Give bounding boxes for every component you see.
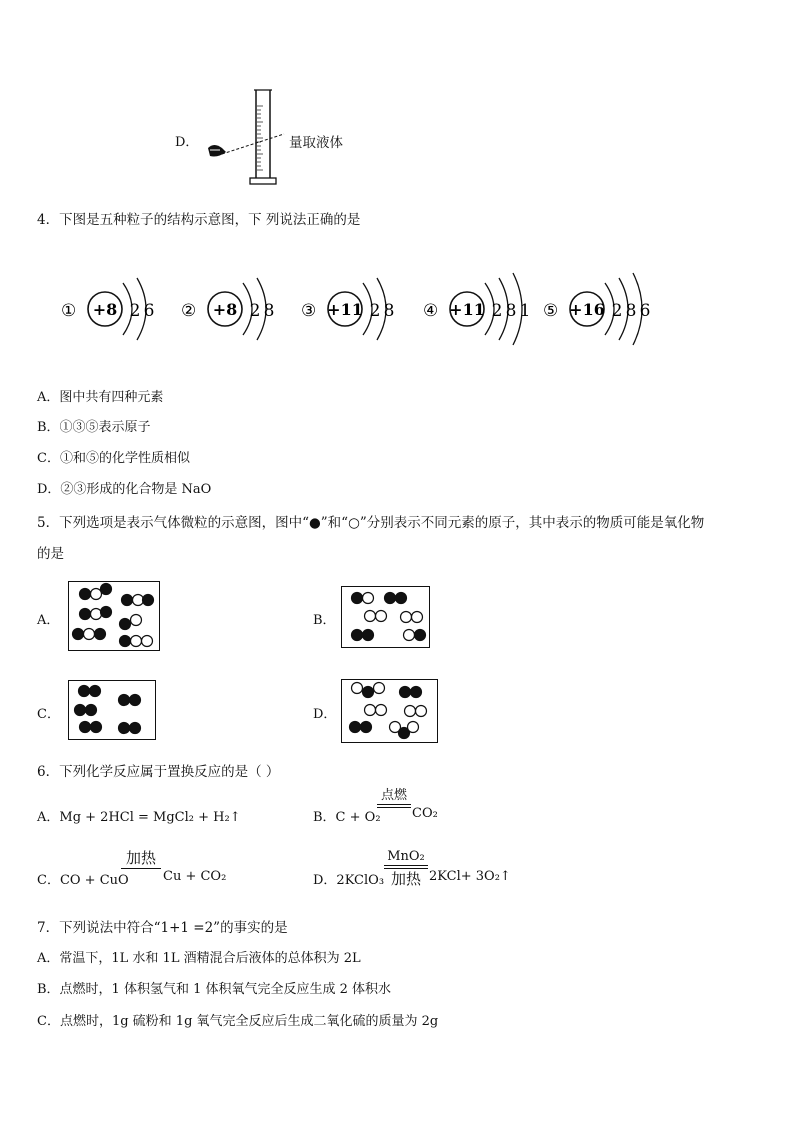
particle-diagram-3: [301, 278, 394, 340]
q7-option-c: C．点燃时，1g 硫粉和 1g 氧气完全反应后生成二氧化硫的质量为 2g: [37, 1014, 439, 1029]
particle-diagram-5: [543, 273, 650, 345]
nucleus-charge: +16: [569, 300, 605, 319]
nucleus-charge: +11: [327, 300, 363, 319]
particle-marker: ⑤: [543, 301, 559, 321]
q6-option-c-condition: [121, 850, 161, 870]
question-5-stem-line1: 5．下列选项是表示气体微粒的示意图，图中“●”和“○”分别表示不同元素的原子，其中表示的物质可能是氧化物: [37, 515, 705, 531]
q7-option-a: A．常温下，1L 水和 1L 酒精混合后液体的总体积为 2L: [37, 951, 361, 966]
q6-option-c-left: C．CO + CuO: [37, 873, 129, 888]
q6-option-b-left: B．C + O₂: [313, 810, 381, 825]
molecule-diagram-d: [342, 680, 439, 744]
q6-option-d-right: 2KCl+ 3O₂↑: [429, 869, 511, 884]
particle-diagram-4: [423, 273, 530, 345]
q6-option-b-condition: [377, 789, 411, 809]
q5-option-c-box: [68, 680, 156, 740]
q5-option-d-box: [341, 679, 438, 743]
molecule-diagram-a: [69, 582, 161, 652]
electron-count: 6: [143, 301, 155, 321]
q5-option-c-label: C．: [37, 707, 60, 722]
electron-count: 8: [383, 301, 395, 321]
q6-option-d-condition: [384, 850, 428, 888]
particle-marker: ①: [61, 301, 77, 321]
q6-option-b-right: CO₂: [412, 806, 438, 821]
q5-option-a-box: [68, 581, 160, 651]
electron-count: 8: [625, 301, 637, 321]
q4-option-d: D．②③形成的化合物是 NaO: [37, 482, 212, 497]
electron-count: 2: [611, 301, 623, 321]
nucleus-charge: +8: [92, 300, 118, 319]
c-condition-text: 加热: [125, 849, 156, 867]
question-4-stem: 4．下图是五种粒子的结构示意图，下 列说法正确的是: [37, 212, 361, 228]
q4-option-b: B．①③⑤表示原子: [37, 420, 151, 435]
q6-option-a: A．Mg + 2HCl = MgCl₂ + H₂↑: [37, 810, 241, 825]
d-condition-heat: 加热: [390, 870, 421, 888]
q6-option-c-right: Cu + CO₂: [163, 869, 227, 884]
nucleus-charge: +8: [212, 300, 238, 319]
molecule-diagram-c: [69, 681, 157, 741]
question-7-stem: 7．下列说法中符合“1+1 =2”的事实的是: [37, 920, 288, 936]
graduated-cylinder-figure: [200, 86, 290, 188]
q3-option-d-label: D．: [175, 135, 199, 150]
electron-count: 8: [263, 301, 275, 321]
electron-count: 6: [639, 301, 651, 321]
q5-option-b-box: [341, 586, 430, 648]
question-5-stem-line2: 的是: [37, 546, 64, 562]
electron-count: 2: [129, 301, 141, 321]
particle-diagram-1: [61, 278, 154, 340]
particle-marker: ④: [423, 301, 439, 321]
electron-count: 2: [491, 301, 503, 321]
particle-marker: ②: [181, 301, 197, 321]
particle-marker: ③: [301, 301, 317, 321]
q7-option-b: B．点燃时，1 体积氢气和 1 体积氧气完全反应生成 2 体积水: [37, 982, 392, 997]
electron-count: 2: [369, 301, 381, 321]
q4-option-a: A．图中共有四种元素: [37, 390, 164, 405]
molecule-diagram-b: [342, 587, 431, 649]
q5-option-a-label: A．: [37, 613, 60, 628]
electron-count: 8: [505, 301, 517, 321]
q6-option-d-left: D．2KClO₃: [313, 873, 385, 888]
particle-diagram-2: [181, 278, 274, 340]
electron-count: 1: [519, 301, 531, 321]
cylinder-caption: 量取液体: [289, 135, 343, 151]
electron-count: 2: [249, 301, 261, 321]
nucleus-charge: +11: [449, 300, 485, 319]
atomic-structure-diagrams: [55, 240, 675, 370]
q4-option-c: C．①和⑤的化学性质相似: [37, 451, 190, 466]
d-condition-catalyst: MnO₂: [387, 849, 425, 864]
q5-option-b-label: B．: [313, 613, 336, 628]
b-condition-text: 点燃: [380, 788, 407, 803]
q5-option-d-label: D．: [313, 707, 337, 722]
question-6-stem: 6．下列化学反应属于置换反应的是（ ）: [37, 764, 280, 780]
